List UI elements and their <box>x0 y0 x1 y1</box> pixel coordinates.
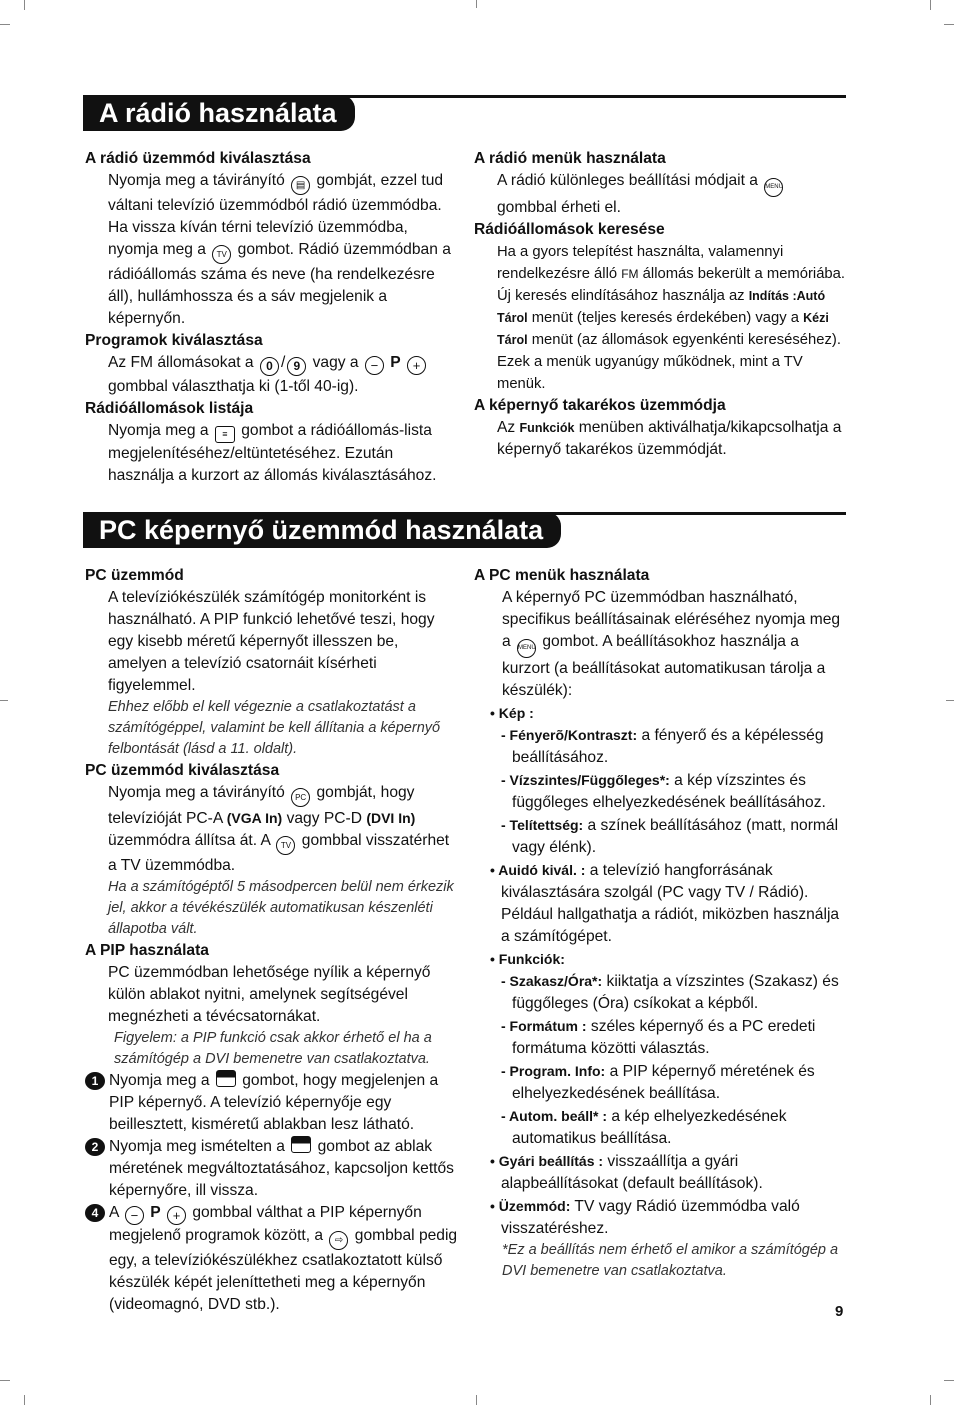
para-pip: PC üzemmódban lehetősége nyílik a képernyő külön ablakot nyitni, amelynek segítségével megnézheti a tévécsatornákat. <box>108 964 431 1025</box>
note-dvi: *Ez a beállítás nem érhető el amikor a számítógép a DVI bemenetre van csatlakoztatva. <box>502 1242 839 1279</box>
para-pc-menus: A képernyő PC üzemmódban használható, specifikus beállításainak eléréséhez nyomja meg a MENU gombot. A beállításokhoz használja a kurzort (a beállításokat automatikusan tárolja a készülék): <box>502 589 841 699</box>
crop-mark <box>930 0 931 10</box>
para-program-select: Az FM állomásokat a 0 / 9 vagy a − P + gombbal választhatja ki (1-től 40-ig). <box>85 352 460 398</box>
heading-pip: A PIP használata <box>85 942 209 959</box>
tv-button-icon: TV <box>276 836 295 855</box>
note-pip: Figyelem: a PIP funkció csak akkor érhető el ha a számítógép a DVI bemenetre van csatlakoztatva. <box>114 1030 432 1067</box>
heading-program-select: Programok kiválasztása <box>85 332 263 349</box>
radio-left-column <box>85 148 460 487</box>
para-radio-menus: A rádió különleges beállítási módjait a MENU gombbal érheti el. <box>497 172 783 216</box>
step-1: 1 Nyomja meg a gombot, hogy megjelenjen a PIP képernyő. A televízió képernyője egy beillesztett, kisméretű ablakban lesz látható. <box>85 1070 460 1136</box>
para-pc-mode: A televíziókészülék számítógép monitorként is használható. A PIP funkció lehetővé teszi, hogy egy kisebb méretű képernyőt illesszen be, amelyen a televízió csatornáit kísérheti figyelemmel. <box>108 589 435 694</box>
pc-left-column <box>85 565 460 1316</box>
menu-item-position: - Vízszintes/Függőleges*: a kép vízszintes és függőleges elhelyezkedésének beállításához. <box>501 772 826 811</box>
crop-mark <box>0 1380 10 1381</box>
para-station-search: Ha a gyors telepítést használta, valamennyi rendelkezésre álló FM állomás bekerült a memóriába. Új keresés elindításához használja az Indítás :Autó Tárol menüt (teljes keresés érdekében) vagy a Kézi Tárol menüt (az állomások egyenkénti kereséséhez). Ezek a menük ugyanúgy működnek, mint a TV menük. <box>497 244 845 392</box>
section-title-radio: A rádió használata <box>83 95 355 131</box>
digit-9-button-icon: 9 <box>287 357 306 376</box>
radio-right-column <box>474 148 849 461</box>
note-pc-mode: Ehhez előbb el kell végeznie a csatlakoztatást a számítógéppel, valamint be kell állítania a képernyő felbontását (lásd a 11. oldalt). <box>108 699 441 757</box>
menu-item-kep: • Kép : <box>490 705 534 721</box>
plus-button-icon: + <box>167 1206 186 1225</box>
section-title-pc: PC képernyő üzemmód használata <box>83 512 561 548</box>
pip-button-icon <box>216 1070 236 1087</box>
step-number-2: 2 <box>85 1138 105 1156</box>
plus-button-icon: + <box>407 356 426 375</box>
p-label: P <box>150 1204 161 1221</box>
list-button-icon: ≡ <box>215 426 235 443</box>
crop-mark <box>930 1395 931 1405</box>
av-button-icon: ⇨ <box>329 1231 348 1250</box>
note-standby: Ha a számítógéptől 5 másodpercen belül nem érkezik jel, akkor a tévékészülék automatikusan készenléti állapotba vált. <box>108 879 454 937</box>
para-station-list: Nyomja meg a ≡ gombot a rádióállomás-lista megjelenítéséhez/eltüntetéséhez. Ezután használja a kurzort az állomás kiválasztásához. <box>108 422 437 484</box>
radio-button-icon: ▤ <box>291 176 310 195</box>
para-screen-saver: Az Funkciók menüben aktiválhatja/kikapcsolhatja a képernyő takarékos üzemmódját. <box>497 419 842 458</box>
heading-station-search: Rádióállomások keresése <box>474 221 665 238</box>
crop-mark <box>944 24 954 25</box>
crop-mark <box>944 1380 954 1381</box>
page-number: 9 <box>835 1303 844 1320</box>
crop-mark <box>476 1395 477 1405</box>
menu-item-mode: • Üzemmód: TV vagy Rádió üzemmódba való visszatéréshez. <box>490 1198 800 1237</box>
pc-button-icon: PC <box>291 788 310 807</box>
para-radio-mode: Nyomja meg a távirányító ▤ gombját, ezzel tud váltani televízió üzemmódból rádió üzemmódba. Ha vissza kíván térni televízió üzemmódba, nyomja meg a TV gombot. Rádió üzemmódban a rádióállomás száma és neve (ha rendelkezésre áll), hullámhossza és a sáv megjelenik a képernyőn. <box>108 172 451 327</box>
menu-item-factory-reset: • Gyári beállítás : visszaállítja a gyári alapbeállításokat (default beállítások). <box>490 1153 763 1192</box>
menu-item-format: - Formátum : széles képernyő és a PC eredeti formátuma közötti választás. <box>501 1018 816 1057</box>
menu-item-phase-clock: - Szakasz/Óra*: kiiktatja a vízszintes (Szakasz) és függőleges (Óra) csíkokat a képből. <box>501 973 839 1012</box>
menu-button-icon: MENU <box>517 639 536 658</box>
pip-button-icon <box>291 1136 311 1153</box>
step-4: 4 A − P + gombbal válthat a PIP képernyőn megjelenő programok között, a ⇨ gombbal pedig egy, a televíziókészülékhez csatlakoztatott külső készülék képét jeleníttetheti meg a képernyőn (videomagnó, DVD stb.). <box>85 1202 460 1316</box>
menu-item-funkciok: • Funkciók: <box>490 951 565 967</box>
heading-pc-mode-select: PC üzemmód kiválasztása <box>85 762 280 779</box>
heading-station-list: Rádióállomások listája <box>85 400 254 417</box>
menu-item-program-info: - Program. Info: a PIP képernyő méretének és elhelyezkedésének beállítása. <box>501 1063 815 1102</box>
minus-button-icon: − <box>125 1206 144 1225</box>
heading-pc-menus: A PC menük használata <box>474 567 650 584</box>
step-number-1: 1 <box>85 1072 105 1090</box>
menu-item-audio: • Auidó kivál. : a televízió hangforrásának kiválasztására szolgál (PC vagy TV / Rádió). Például hallgathatja a rádiót, miközben használja a számítógépet. <box>490 862 840 945</box>
digit-0-button-icon: 0 <box>260 357 279 376</box>
menu-button-icon: MENU <box>764 178 783 197</box>
menu-item-auto-adjust: - Autom. beáll* : a kép elhelyezkedésének automatikus beállítása. <box>501 1108 787 1147</box>
heading-pc-mode: PC üzemmód <box>85 567 184 584</box>
menu-item-brightness: - Fényerõ/Kontraszt: a fényerő és a képélesség beállításához. <box>501 727 824 766</box>
crop-mark <box>0 700 8 701</box>
heading-screen-saver: A képernyő takarékos üzemmódja <box>474 397 726 414</box>
crop-mark <box>24 1395 25 1405</box>
crop-mark <box>0 24 10 25</box>
step-2: 2 Nyomja meg ismételten a gombot az ablak méretének megváltoztatásához, kapcsoljon kettős képernyőre, ill visszа. <box>85 1136 460 1202</box>
menu-item-saturation: - Telítettség: a színek beállításához (matt, normál vagy élénk). <box>501 817 839 856</box>
crop-mark <box>476 0 477 8</box>
pc-right-column <box>474 565 849 1282</box>
heading-radio-menus: A rádió menük használata <box>474 150 666 167</box>
p-label: P <box>390 354 401 371</box>
step-number-4: 4 <box>85 1204 105 1222</box>
minus-button-icon: − <box>365 356 384 375</box>
crop-mark <box>946 700 954 701</box>
tv-button-icon: TV <box>212 245 231 264</box>
para-pc-mode-select: Nyomja meg a távirányító PC gombját, hogy televízióját PC-A (VGA In) vagy PC-D (DVI In) üzemmódra állítsa át. A TV gombbal visszatérhet a TV üzemmódba. <box>108 784 450 874</box>
heading-radio-mode: A rádió üzemmód kiválasztása <box>85 150 311 167</box>
crop-mark <box>24 0 25 10</box>
